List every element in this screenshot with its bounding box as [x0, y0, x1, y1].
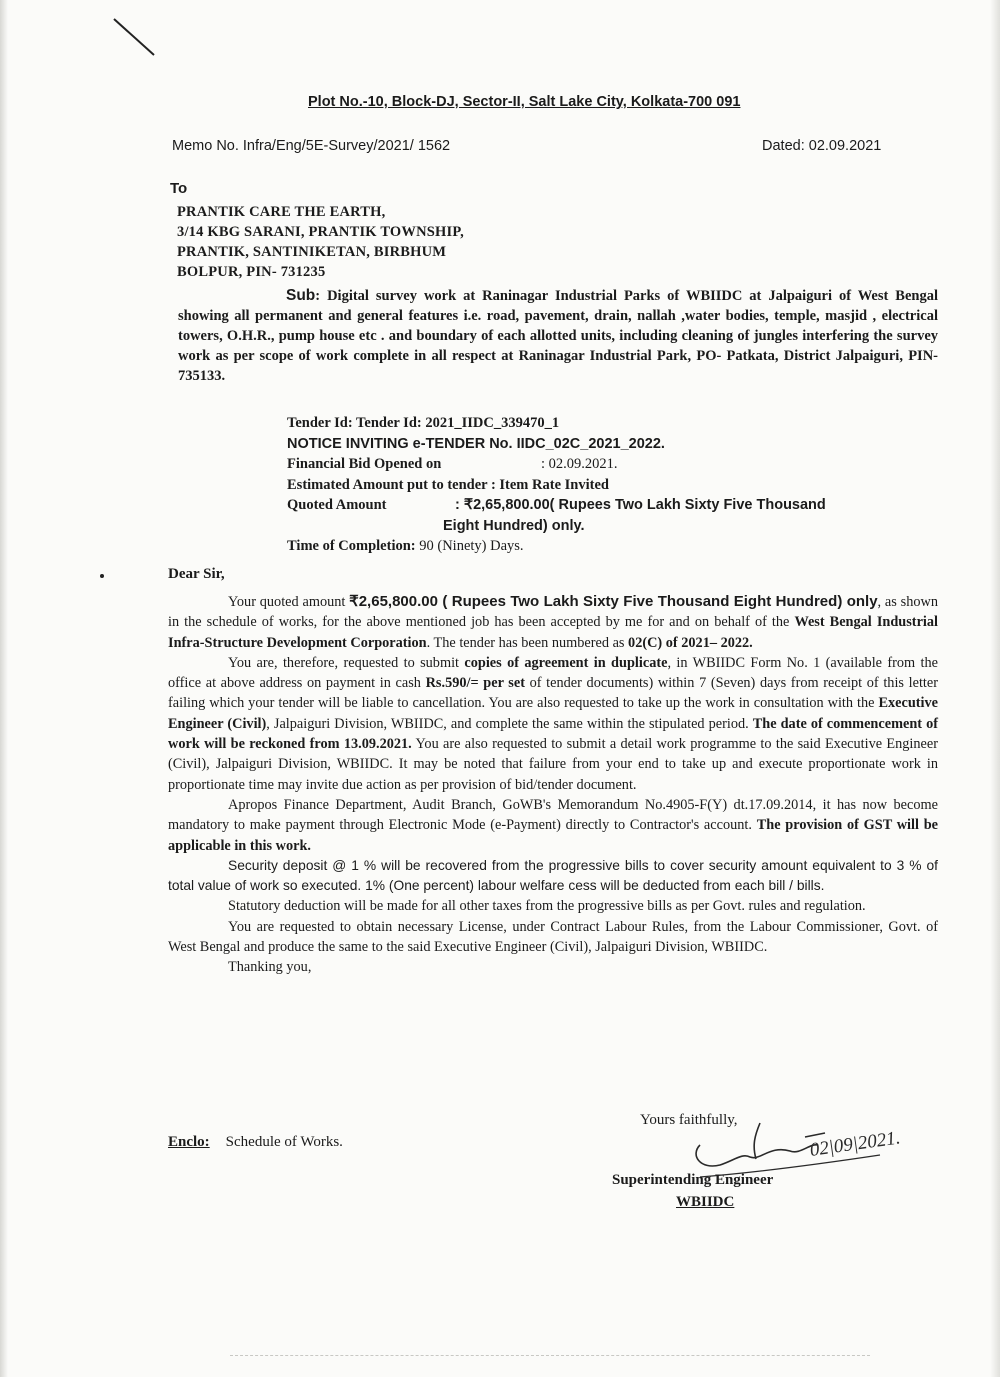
emphasis: copies of agreement in duplicate: [464, 654, 668, 671]
text: Apropos Finance Department, Audit Branch, GoWB's Memorandum No.4905-F(Y) dt.17.09.2014, it has now become mandatory to make payment through Electronic Mode (e-Payment) directly to Contractor's account.: [168, 796, 938, 834]
emphasis: Rs.590/= per set: [425, 675, 525, 692]
letter-body: [168, 592, 938, 978]
handwritten-date: 02|09|2021.: [808, 1127, 902, 1161]
text: You are, therefore, requested to submit: [228, 654, 465, 671]
thanking: Thanking you,: [228, 959, 312, 976]
enclosure-text: Schedule of Works.: [225, 1134, 343, 1150]
bid-label: Financial Bid Opened on: [287, 456, 442, 472]
closing: Yours faithfully,: [640, 1112, 738, 1128]
quoted-amount: [287, 495, 937, 516]
paragraph-license: You are requested to obtain necessary License, under Contract Labour Rules, from the Labour Commissioner, Govt. of West Bengal and produce the same to the said Executive Engineer (Civil), Jalpaiguri Division, WBIIDC.: [168, 918, 938, 956]
memo-number: Memo No. Infra/Eng/5E-Survey/2021/ 1562: [172, 138, 451, 154]
recipient-address: [177, 202, 464, 282]
quoted-amount-inline: ₹2,65,800.00 ( Rupees Two Lakh Sixty Five Thousand Eight Hundred) only: [349, 593, 878, 610]
enclosure: [168, 1134, 343, 1151]
estimated-amount: Estimated Amount put to tender : Item Rate Invited: [287, 476, 609, 493]
corporation-name: West Bengal Industrial Infra-Structure Development Corporation: [168, 614, 939, 651]
paragraph-payment: [168, 795, 938, 856]
completion-label: Time of Completion:: [287, 538, 416, 554]
paragraph-security: Security deposit @ 1 % will be recovered from the progressive bills to cover security amount equivalent to 3 % of total value of work so executed. 1% (One percent) labour welfare cess will be deducted from each bill / bills.: [168, 857, 938, 894]
tender-number: 02(C) of 2021– 2022.: [628, 634, 753, 651]
tender-notice: NOTICE INVITING e-TENDER No. IIDC_02C_2021_2022.: [287, 435, 665, 452]
financial-bid: [287, 454, 937, 475]
emphasis: The provision of GST will be applicable in this work.: [168, 817, 938, 854]
tender-details: [287, 413, 937, 557]
to-label: To: [170, 180, 188, 197]
subject-text: : Digital survey work at Raninagar Industrial Parks of WBIIDC at Jalpaiguri of West Bengal showing all permanent and general features i.e. road, pavement, drain, nallah ,water bodies, temple, masjid , electrical towers, O.H.R., pump house etc . and boundary of each allotted units, including cleaning of jungles interfering the survey work as per scope of work complete in all respect at Raninagar Industrial Park, PO- Patkata, District Jalpaiguri, PIN-735133.: [178, 288, 938, 384]
emphasis: The date of commencement of work will be reckoned from 13.09.2021.: [168, 715, 938, 753]
text: , Jalpaiguri Division, WBIIDC, and complete the same within the stipulated period.: [266, 715, 753, 732]
paragraph-acceptance: [168, 592, 938, 653]
salutation: Dear Sir,: [168, 566, 225, 582]
enclosure-label: Enclo:: [168, 1134, 210, 1150]
tender-id: Tender Id: Tender Id: 2021_IIDC_339470_1: [287, 415, 560, 431]
completion-value: 90 (Ninety) Days.: [415, 538, 524, 554]
bid-value: : 02.09.2021.: [541, 456, 618, 472]
quoted-label: Quoted Amount: [287, 497, 387, 513]
quoted-value-cont: Eight Hundred) only.: [443, 517, 585, 534]
text: . The tender has been numbered as: [426, 634, 629, 651]
paragraph-agreement: [168, 653, 938, 795]
organisation: WBIIDC: [676, 1194, 735, 1210]
scan-line: [230, 1355, 870, 1357]
quoted-value: : ₹2,65,800.00( Rupees Two Lakh Sixty Five Thousand: [455, 497, 826, 513]
recipient-line: BOLPUR, PIN- 731235: [177, 264, 326, 280]
text: , in WBIIDC Form No. 1 (available from the office at above address on payment in cash: [168, 654, 938, 692]
recipient-line: PRANTIK CARE THE EARTH,: [177, 204, 386, 220]
subject: [178, 286, 938, 386]
text: , as shown in the schedule of works, for the above mentioned job has been accepted by me for and on behalf of the: [168, 594, 938, 631]
paragraph-statutory: Statutory deduction will be made for all other taxes from the progressive bills as per Govt. rules and regulation.: [228, 898, 866, 915]
designation: Superintending Engineer: [612, 1172, 774, 1188]
time-of-completion: [287, 536, 937, 557]
recipient-line: PRANTIK, SANTINIKETAN, BIRBHUM: [177, 244, 447, 260]
subject-label: Sub: [286, 287, 316, 304]
scan-edge-right: [990, 0, 1000, 1377]
office-address: Plot No.-10, Block-DJ, Sector-II, Salt Lake City, Kolkata-700 091: [308, 94, 741, 110]
scan-edge: [0, 0, 8, 1377]
scan-mark: [110, 15, 160, 60]
emphasis: Executive Engineer (Civil): [168, 695, 938, 732]
text: You are also requested to submit a detail work programme to the said Executive Engineer (Civil), Jalpaiguri Division, WBIIDC. It may be noted that failure from your end to take up and execute proportionate work in proportionate time may invite due action as per provision of bid/tender document.: [168, 736, 939, 793]
recipient-line: 3/14 KBG SARANI, PRANTIK TOWNSHIP,: [177, 224, 464, 240]
memo-date: Dated: 02.09.2021: [762, 138, 882, 154]
text: Your quoted amount: [228, 594, 350, 610]
scan-dot: [100, 574, 104, 578]
text: of tender documents) within 7 (Seven) days from receipt of this letter failing which your tender will be liable to cancellation. You are also requested to take up the work in consultation with the: [168, 675, 938, 712]
